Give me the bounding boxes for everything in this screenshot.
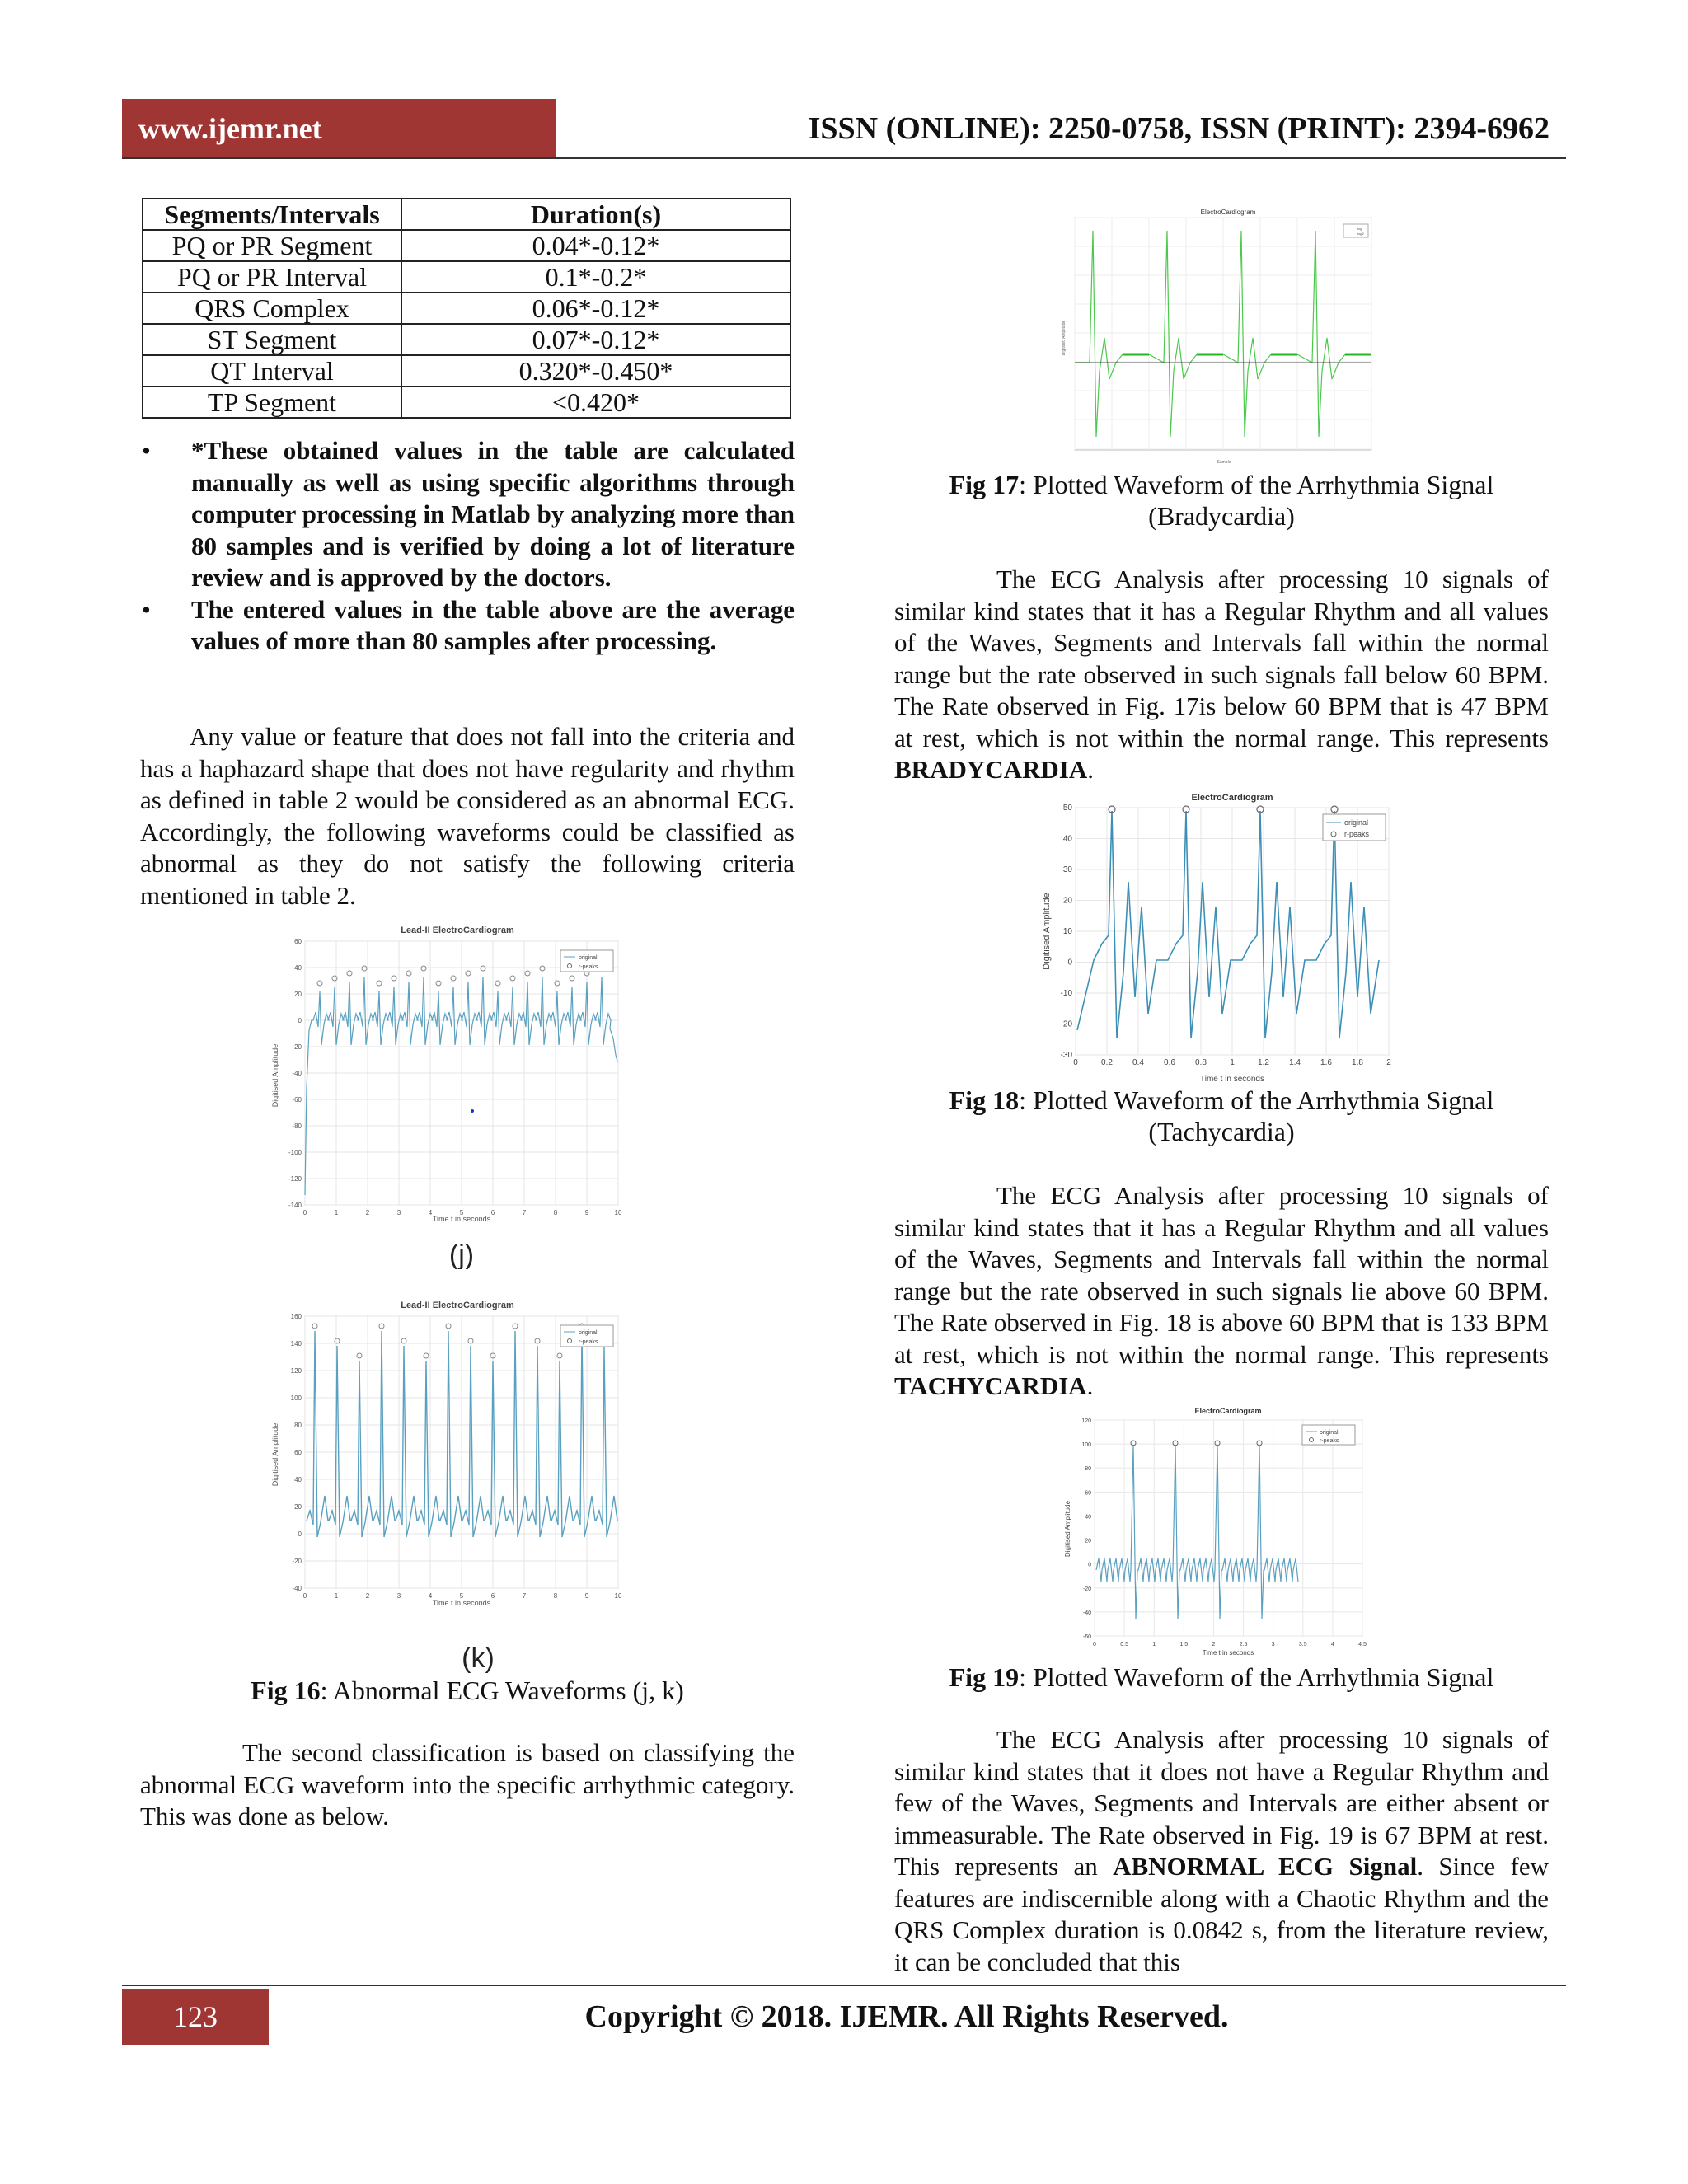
x-tick-label: 4.5 — [1358, 1642, 1367, 1647]
y-tick-label: 10 — [1062, 927, 1072, 936]
y-tick-label: 0 — [1088, 1562, 1091, 1568]
table-header-cell: Segments/Intervals — [143, 199, 401, 230]
y-tick-label: 50 — [1062, 804, 1072, 813]
table-row — [143, 355, 790, 387]
left-paragraph-2 — [140, 1737, 795, 1833]
figure-19 — [1055, 1405, 1376, 1661]
y-tick-label: 40 — [1085, 1514, 1091, 1521]
table-row — [143, 230, 790, 261]
y-tick-label: -40 — [292, 1585, 302, 1592]
bullet-icon: • — [142, 594, 151, 624]
table-cell: 0.1*-0.2* — [401, 261, 790, 293]
legend-label: ecg — [1357, 227, 1362, 231]
chart-legend — [1323, 814, 1386, 841]
right-paragraph-2 — [894, 1180, 1549, 1403]
figure-18 — [1034, 791, 1397, 1088]
legend-label: original — [1344, 818, 1369, 827]
table-row — [143, 261, 790, 293]
y-tick-label: 60 — [294, 938, 302, 945]
y-tick-label: 100 — [290, 1394, 302, 1402]
paragraph-text: The ECG Analysis after processing 10 signals of similar kind states that it has a Regular Rhythm and all values of the Waves, Segments and Intervals fall within the normal range but the rate observed in such signals lie above 60 BPM. The Rate observed in Fig. 18 is above 60 BPM that is 133 BPM at rest, which is not within the normal range. This represents — [894, 1181, 1549, 1369]
table-header-cell: Duration(s) — [401, 199, 790, 230]
x-tick-label: 1 — [1152, 1642, 1156, 1647]
table-cell: 0.04*-0.12* — [401, 230, 790, 261]
bullet-text: *These obtained values in the table are calculated manually as well as using specific algorithms through computer processing in Matlab by analyzing more than 80 samples and is verified by doing a lot of literature review and is approved by the doctors. — [191, 436, 795, 592]
x-tick-label: 1 — [1230, 1058, 1235, 1067]
y-tick-label: -40 — [1082, 1610, 1091, 1616]
caption-label: Fig 16 — [251, 1675, 321, 1705]
caption-label: Fig 18 — [949, 1085, 1020, 1115]
x-tick-label: 1.5 — [1179, 1642, 1189, 1647]
table-row — [143, 387, 790, 418]
x-tick-label: 9 — [584, 1592, 589, 1600]
legend-label: original — [1320, 1430, 1339, 1436]
legend-label: r-peaks — [579, 1339, 598, 1345]
y-tick-label: -20 — [292, 1558, 302, 1565]
y-tick-label: 120 — [290, 1367, 302, 1375]
fig16-caption — [140, 1675, 795, 1706]
footer-divider — [122, 1985, 1566, 1986]
y-tick-label: -140 — [288, 1202, 302, 1209]
x-tick-label: 7 — [522, 1209, 527, 1216]
caption-text: : Plotted Waveform of the Arrhythmia Signal — [1019, 470, 1494, 499]
y-tick-label: -100 — [288, 1149, 302, 1156]
bullet-list — [142, 435, 795, 658]
y-tick-label: -120 — [288, 1175, 302, 1183]
x-tick-label: 6 — [490, 1592, 495, 1600]
x-tick-label: 1 — [334, 1592, 339, 1600]
y-tick-label: -30 — [1060, 1051, 1072, 1060]
x-tick-label: 1.6 — [1320, 1058, 1332, 1067]
table-cell: ST Segment — [143, 324, 401, 355]
table-cell: TP Segment — [143, 387, 401, 418]
list-item — [142, 594, 795, 658]
subfigure-label: (j) — [448, 1240, 475, 1269]
x-tick-label: 4 — [428, 1209, 433, 1216]
x-tick-label: 8 — [553, 1209, 558, 1216]
y-tick-label: 40 — [294, 964, 302, 972]
x-tick-label: 3 — [396, 1592, 401, 1600]
x-tick-label: 4 — [1330, 1642, 1334, 1647]
y-tick-label: 20 — [1085, 1538, 1091, 1544]
table-row — [143, 293, 790, 324]
y-tick-label: -20 — [1082, 1586, 1091, 1592]
legend-label: r-peaks — [1344, 830, 1370, 838]
y-tick-label: 40 — [294, 1476, 302, 1483]
header-divider — [122, 157, 1566, 159]
x-tick-label: 2 — [365, 1592, 370, 1600]
y-tick-label: 60 — [1085, 1490, 1091, 1497]
y-tick-label: 40 — [1062, 834, 1072, 844]
diagnosis-term: BRADYCARDIA — [894, 755, 1088, 784]
table-cell: PQ or PR Segment — [143, 230, 401, 261]
right-paragraph-3 — [894, 1724, 1549, 1978]
x-tick-label: 0.2 — [1101, 1058, 1113, 1067]
caption-text: : Abnormal ECG Waveforms (j, k) — [320, 1675, 684, 1705]
y-tick-label: 0 — [1067, 958, 1072, 968]
chart-title: ElectroCardiogram — [1200, 209, 1256, 216]
figure-16j — [264, 923, 635, 1269]
table-cell: 0.320*-0.450* — [401, 355, 790, 387]
y-tick-label: -80 — [292, 1122, 302, 1130]
paragraph-end: . — [1086, 1371, 1094, 1400]
x-tick-label: 10 — [614, 1209, 622, 1216]
table-cell: <0.420* — [401, 387, 790, 418]
y-tick-label: 120 — [1081, 1418, 1091, 1424]
y-tick-label: 30 — [1062, 865, 1072, 874]
list-item — [142, 435, 795, 594]
chart-legend — [1343, 224, 1368, 237]
x-tick-label: 1 — [334, 1209, 339, 1216]
caption-text-line2: (Bradycardia) — [1148, 501, 1295, 531]
bullet-icon: • — [142, 436, 151, 465]
y-tick-label: 0 — [298, 1530, 302, 1538]
y-tick-label: -60 — [1082, 1634, 1091, 1640]
table-cell: QRS Complex — [143, 293, 401, 324]
chart-legend — [1302, 1425, 1355, 1445]
caption-label: Fig 17 — [949, 470, 1020, 499]
left-paragraph-1 — [140, 721, 795, 912]
x-tick-label: 4 — [428, 1592, 433, 1600]
y-axis-label: Digitised Amplitude — [1064, 1500, 1071, 1558]
legend-label: original — [579, 955, 598, 961]
y-tick-label: -10 — [1060, 989, 1072, 998]
y-tick-label: 20 — [294, 1503, 302, 1511]
chart-legend — [560, 1325, 613, 1347]
x-axis-label: Time t in seconds — [432, 1215, 491, 1223]
paragraph-text: The second classification is based on classifying the abnormal ECG waveform into the specific arrhythmic category. This was done as below. — [140, 1738, 795, 1830]
paragraph-text: The ECG Analysis after processing 10 signals of similar kind states that it has a Regular Rhythm and all values of the Waves, Segments and Intervals fall within the normal range but the rate observed in such signals fall below 60 BPM. The Rate observed in Fig. 17is below 60 BPM that is 47 BPM at rest, which is not within the normal range. This represents — [894, 565, 1549, 752]
diagnosis-term: ABNORMAL ECG Signal — [1113, 1852, 1418, 1881]
x-tick-label: 3 — [1271, 1642, 1275, 1647]
issn-header: ISSN (ONLINE): 2250-0758, ISSN (PRINT): 2394-6962 — [808, 111, 1550, 146]
y-tick-label: -40 — [292, 1070, 302, 1077]
x-tick-label: 1.4 — [1289, 1058, 1301, 1067]
caption-text: : Plotted Waveform of the Arrhythmia Signal — [1019, 1662, 1494, 1692]
table-header-row — [143, 199, 790, 230]
segments-table — [142, 198, 791, 419]
fig17-caption — [894, 469, 1549, 532]
y-axis-label: Digitised Amplitude — [1042, 893, 1052, 970]
paragraph-end: . — [1087, 755, 1094, 784]
table-cell: 0.06*-0.12* — [401, 293, 790, 324]
x-tick-label: 5 — [459, 1592, 464, 1600]
y-tick-label: -20 — [292, 1043, 302, 1051]
y-tick-label: -20 — [1060, 1019, 1072, 1029]
legend-label: r-peaks — [1320, 1438, 1339, 1444]
x-tick-label: 5 — [459, 1209, 464, 1216]
x-tick-label: 9 — [584, 1209, 589, 1216]
y-tick-label: 0 — [298, 1017, 302, 1024]
x-tick-label: 0.6 — [1164, 1058, 1175, 1067]
caption-text: : Plotted Waveform of the Arrhythmia Signal — [1019, 1085, 1494, 1115]
chart-title: Lead-II ElectroCardiogram — [401, 1301, 514, 1310]
stray-point — [471, 1109, 474, 1113]
x-tick-label: 2 — [365, 1209, 370, 1216]
y-axis-label: Digitised Amplitude — [271, 1043, 279, 1108]
legend-label: original — [579, 1330, 598, 1336]
figure-16k — [264, 1298, 635, 1673]
y-tick-label: 20 — [294, 991, 302, 998]
table-cell: QT Interval — [143, 355, 401, 387]
paragraph-text: The ECG Analysis after processing 10 signals of similar kind states that it does not have a Regular Rhythm and few of the Waves, Segments and Intervals are either absent or immeasurable. The Rate observed in Fig. 19 is 67 BPM at rest. This represents an — [894, 1725, 1549, 1881]
chart-title: Lead-II ElectroCardiogram — [401, 926, 514, 935]
copyright-notice: Copyright © 2018. IJEMR. All Rights Reserved. — [584, 1999, 1229, 2034]
legend-label: r-peaks — [579, 964, 598, 970]
y-tick-label: 80 — [294, 1422, 302, 1429]
x-tick-label: 2 — [1386, 1058, 1391, 1067]
x-tick-label: 0.5 — [1120, 1642, 1128, 1647]
figure-17 — [1055, 206, 1385, 470]
journal-website[interactable]: www.ijemr.net — [122, 99, 556, 158]
caption-label: Fig 19 — [949, 1662, 1020, 1692]
y-tick-label: -60 — [292, 1096, 302, 1104]
x-tick-label: 8 — [553, 1592, 558, 1600]
x-tick-label: 2 — [1212, 1642, 1216, 1647]
x-tick-label: 10 — [614, 1592, 622, 1600]
x-axis-label: Time t in seconds — [1200, 1075, 1264, 1084]
x-tick-label: 0 — [302, 1209, 307, 1216]
paragraph-text: Any value or feature that does not fall into the criteria and has a haphazard shape that does not have regularity and rhythm as defined in table 2 would be considered as an abnormal ECG. Accordingly, the following waveforms could be classified as abnormal as they do not satisfy the following criteria mentioned in table 2. — [140, 722, 795, 910]
y-tick-label: 80 — [1085, 1466, 1091, 1473]
y-axis-label: Digitised Amplitude — [271, 1422, 279, 1487]
x-tick-label: 3.5 — [1298, 1642, 1307, 1647]
x-tick-label: 0.4 — [1132, 1058, 1144, 1067]
x-tick-label: 3 — [396, 1209, 401, 1216]
y-tick-label: 140 — [290, 1340, 302, 1347]
x-axis-label: Sample — [1217, 460, 1231, 465]
x-tick-label: 0 — [1093, 1642, 1096, 1647]
x-tick-label: 7 — [522, 1592, 527, 1600]
y-tick-label: 20 — [1062, 896, 1072, 906]
table-cell: PQ or PR Interval — [143, 261, 401, 293]
table-row — [143, 324, 790, 355]
y-tick-label: 60 — [294, 1449, 302, 1456]
legend-label: ecg2 — [1357, 232, 1364, 236]
paragraph-end: . Since few features are indiscernible along with a Chaotic Rhythm and the QRS Complex duration is 0.0842 s, from the literature review, it can be concluded that this — [894, 1852, 1549, 1976]
table-cell: 0.07*-0.12* — [401, 324, 790, 355]
y-axis-label: Digitised Amplitude — [1062, 320, 1067, 356]
fig19-caption — [894, 1661, 1549, 1693]
subfigure-label: (k) — [462, 1643, 495, 1673]
bullet-text: The entered values in the table above are the average values of more than 80 samples after processing. — [191, 594, 795, 655]
y-tick-label: 160 — [290, 1313, 302, 1320]
x-tick-label: 6 — [490, 1209, 495, 1216]
x-tick-label: 1.2 — [1258, 1058, 1269, 1067]
diagnosis-term: TACHYCARDIA — [894, 1371, 1087, 1400]
chart-title: ElectroCardiogram — [1191, 793, 1273, 803]
page-number: 123 — [122, 1989, 269, 2045]
chart-legend — [560, 950, 613, 972]
x-axis-label: Time t in seconds — [1202, 1649, 1254, 1657]
x-axis-label: Time t in seconds — [432, 1599, 491, 1607]
y-tick-label: 100 — [1081, 1442, 1091, 1449]
chart-title: ElectroCardiogram — [1194, 1407, 1262, 1415]
x-tick-label: 0.8 — [1195, 1058, 1207, 1067]
x-tick-label: 1.8 — [1352, 1058, 1363, 1067]
x-tick-label: 0 — [302, 1592, 307, 1600]
x-tick-label: 2.5 — [1239, 1642, 1248, 1647]
caption-text-line2: (Tachycardia) — [1148, 1117, 1295, 1146]
fig18-caption — [894, 1085, 1549, 1147]
x-tick-label: 0 — [1073, 1058, 1078, 1067]
right-paragraph-1 — [894, 564, 1549, 786]
